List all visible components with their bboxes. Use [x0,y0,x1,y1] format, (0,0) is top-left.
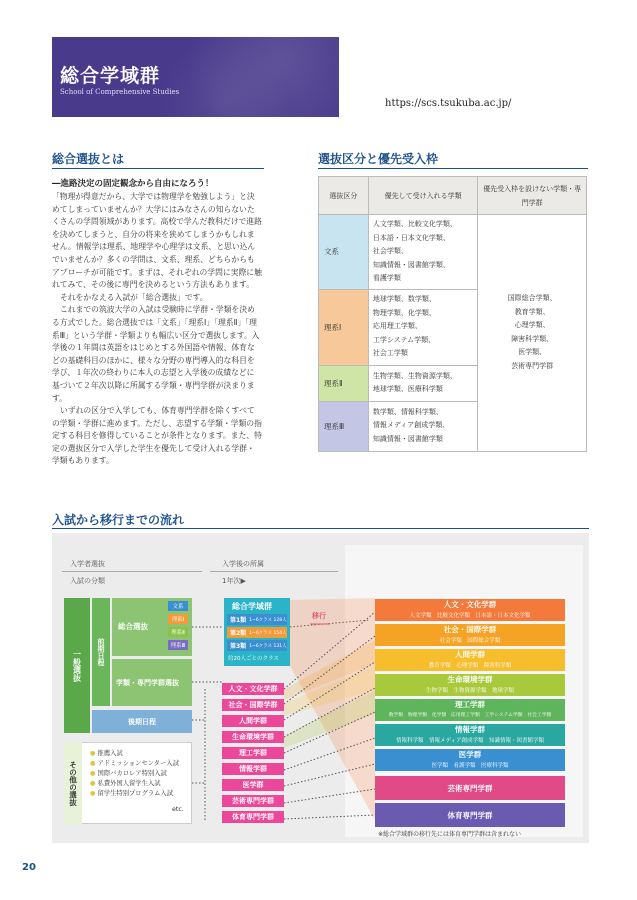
section-title-flow: 入試から移行までの流れ [52,513,185,527]
paragraph: これまでの筑波大学の入試は受験時に学群・学類を決める方式でした。総合選抜では「文系」「理系Ⅰ」「理系Ⅱ」「理系Ⅲ」という学群・学類よりも幅広い区分で選抜します。入学後の１年間は英語をはじめとする外国語や情報、体育などの基礎科目のほかに、様々な分野の専門導入的な科目を学び、１年次の終わりに本人の志望と入学後の成績などに基づいて２年次以降に所属する学類・専門学群が決まります。 [52,305,260,403]
list-item: ● 推薦入試 [90,750,123,757]
dest-sub: 教育学類 心理学類 障害科学類 [428,663,512,669]
transfer-label: 移行 [312,612,326,620]
dest-title: 情報学群 [455,725,485,734]
sogo-row-2: 第2類 1~6クラス 154人 [227,627,287,638]
dest-humanities [375,599,565,621]
dest-sub: 社会学類 国際総合学類 [439,638,501,644]
list-item: 応用理工学類、 [372,322,422,331]
general-selection: 一般選抜 [64,598,90,733]
dest-title: 医学群 [458,750,482,759]
dest-title: 人間学群 [455,650,485,659]
pill-sport: 体育専門学群 [222,811,284,823]
list-item: 情報メディア創成学類、 [372,421,450,430]
header-year1: 1年次▶ [222,577,246,585]
flow-note: ※総合学域群の移行先には体育専門学群は含まれない [378,831,522,838]
sogo-row-3: 第3類 1~6クラス 131人 [227,640,287,651]
category-rikei2: 理系Ⅱ [319,365,369,401]
sogo-row-1: 第1類 1~6クラス 128人 [227,614,287,625]
dest-sub: 人文学類 比較文化学類 日本語・日本文化学類 [409,613,531,619]
list-item: 障害科学類、 [511,334,554,343]
table-header: 選抜区分 [319,177,369,215]
sogo-class-note: 約20人ごとのクラス [228,656,279,662]
list-item: ● 私費外国人留学生入試 [90,780,161,787]
other-selection-label: その他の選抜 [64,742,82,824]
dest-sub: 数学類 物理学類 化学類 応用理工学類 工学システム学類 社会工学類 [388,713,552,718]
page-number: 20 [22,862,36,873]
pill-social: 社会・国際学群 [222,699,284,711]
list-item: 心理学類、 [514,321,550,330]
dest-sport [375,803,565,827]
section-title-sogo: 総合選抜とは [52,152,125,166]
list-item: 看護学類 [372,274,401,282]
list-item: 知識情報・図書館学類 [372,434,443,443]
sogo-cat-rikei3: 理系Ⅲ [168,640,188,650]
header-after: 入学後の所属 [222,560,264,568]
list-item: 地球学類、医療科学類 [372,385,443,393]
dest-title: 芸術専門学群 [447,783,493,793]
list-item: 工学システム学類、 [372,335,436,344]
sogo-cat-rikei1: 理系Ⅰ [168,614,188,624]
other-etc: etc. [172,806,184,813]
list-item: ● 留学生特別プログラム入試 [90,790,174,797]
lead-text: ―進路決定の固定観念から自由になろう！ [52,179,214,189]
paragraph: それをかなえる入試が「総合選抜」です。 [60,292,208,302]
list-item: ● 国際バカロレア特別入試 [90,770,167,777]
dest-title: 人文・文化学群 [443,600,497,609]
pill-science: 理工学群 [222,747,284,759]
page-title: 総合学域群 [60,65,161,87]
list-item: 物理学類、化学類、 [372,308,436,317]
page-subtitle: School of Comprehensive Studies [60,88,180,96]
pill-humanities: 人文・文化学群 [222,683,284,695]
pill-art: 芸術専門学群 [222,795,284,807]
list-item: 社会工学類 [372,349,408,358]
list-item: 地球学類、数学類、 [372,295,436,304]
gakugun-selection: 学類・専門学群選抜 [112,659,192,706]
sogo-selection-label: 総合選抜 [118,622,148,631]
paragraph: 「物理が得意だから、大学では物理学を勉強しよう」と決めてしまっていませんか？大学にはみなさんの知らないたくさんの学問領域があります。高校で学んだ教科だけで進路を決めてしまうと、自分の将来を狭めてしまうかもしれません。情報学は理系、地理学や心理学は文系、と思い込んでいませんか？多くの学問は、文系、理系、どちらからもアプローチが可能です。まずは、それぞれの学問に実際に触れてみて、その後に専門を決めるという方法もあります。 [52,192,262,290]
dest-title: 生命環境学群 [447,675,493,684]
pill-info: 情報学群 [222,763,284,775]
header-category: 入試の分類 [70,577,105,585]
pill-medical: 医学群 [222,779,284,791]
section-title-selection: 選抜区分と優先受入枠 [318,152,439,166]
category-bunkei: 文系 [319,215,369,290]
paragraph: いずれの区分で入学しても、体育専門学群を除くすべての学類・学群に進めます。ただし、志望する学類・学類の指定する科目を修得していることが条件となります。また、特定の選抜区分で入学した学生を優先して受け入れる学群・学類もあります。 [52,406,262,466]
category-rikei3: 理系Ⅲ [319,401,369,451]
list-item: 人文学類、比較文化学類、 [372,220,457,228]
pill-human: 人間学群 [222,715,284,727]
dest-life [375,674,565,696]
list-item: 芸術専門学群 [511,361,554,370]
list-item: 生物学類、生物資源学類、 [372,371,457,380]
dest-title: 体育専門学群 [447,810,493,820]
list-item: 数学類、情報科学類、 [372,407,443,416]
sogo-gakuiki-title: 総合学域群 [232,602,272,611]
website-link[interactable]: https://scs.tsukuba.ac.jp/ [385,98,512,109]
header-admission: 入学者選抜 [70,560,105,568]
list-item: 知識情報・図書館学類、 [372,260,450,269]
list-item: 社会学類、 [372,247,408,255]
dest-sub: 情報科学類 情報メディア創成学類 知識情報・図書館学類 [395,738,545,744]
list-item: 日本語・日本文化学類、 [372,233,450,242]
pill-life: 生命環境学群 [222,731,284,743]
dest-title: 理工学群 [455,700,485,709]
sogo-cat-rikei2: 理系Ⅱ [168,627,188,637]
dest-sub: 医学類 看護学類 医療科学類 [431,763,509,769]
dest-social [375,624,565,646]
dest-info [375,724,565,746]
dest-title: 社会・国際学群 [443,625,497,634]
dest-science [375,699,565,721]
dest-sub: 生物学類 生物資源学類 地球学類 [425,688,514,694]
list-item: ● アドミッションセンター入試 [90,760,179,767]
category-rikei1: 理系Ⅰ [319,289,369,365]
list-item: 国際総合学類、 [507,294,557,303]
sogo-cat-bunkei: 文系 [168,601,188,611]
dest-human [375,649,565,671]
list-item: 教育学類、 [514,307,550,316]
dest-medical [375,749,565,771]
dest-art [375,776,565,800]
table-header: 優先して受け入れる学類 [368,177,478,215]
list-item: 医学類、 [518,348,547,357]
table-header: 優先受入枠を設けない学類・専門学群 [478,177,587,215]
late-schedule: 後期日程 [92,710,192,733]
early-schedule: 前期日程 [92,598,110,706]
